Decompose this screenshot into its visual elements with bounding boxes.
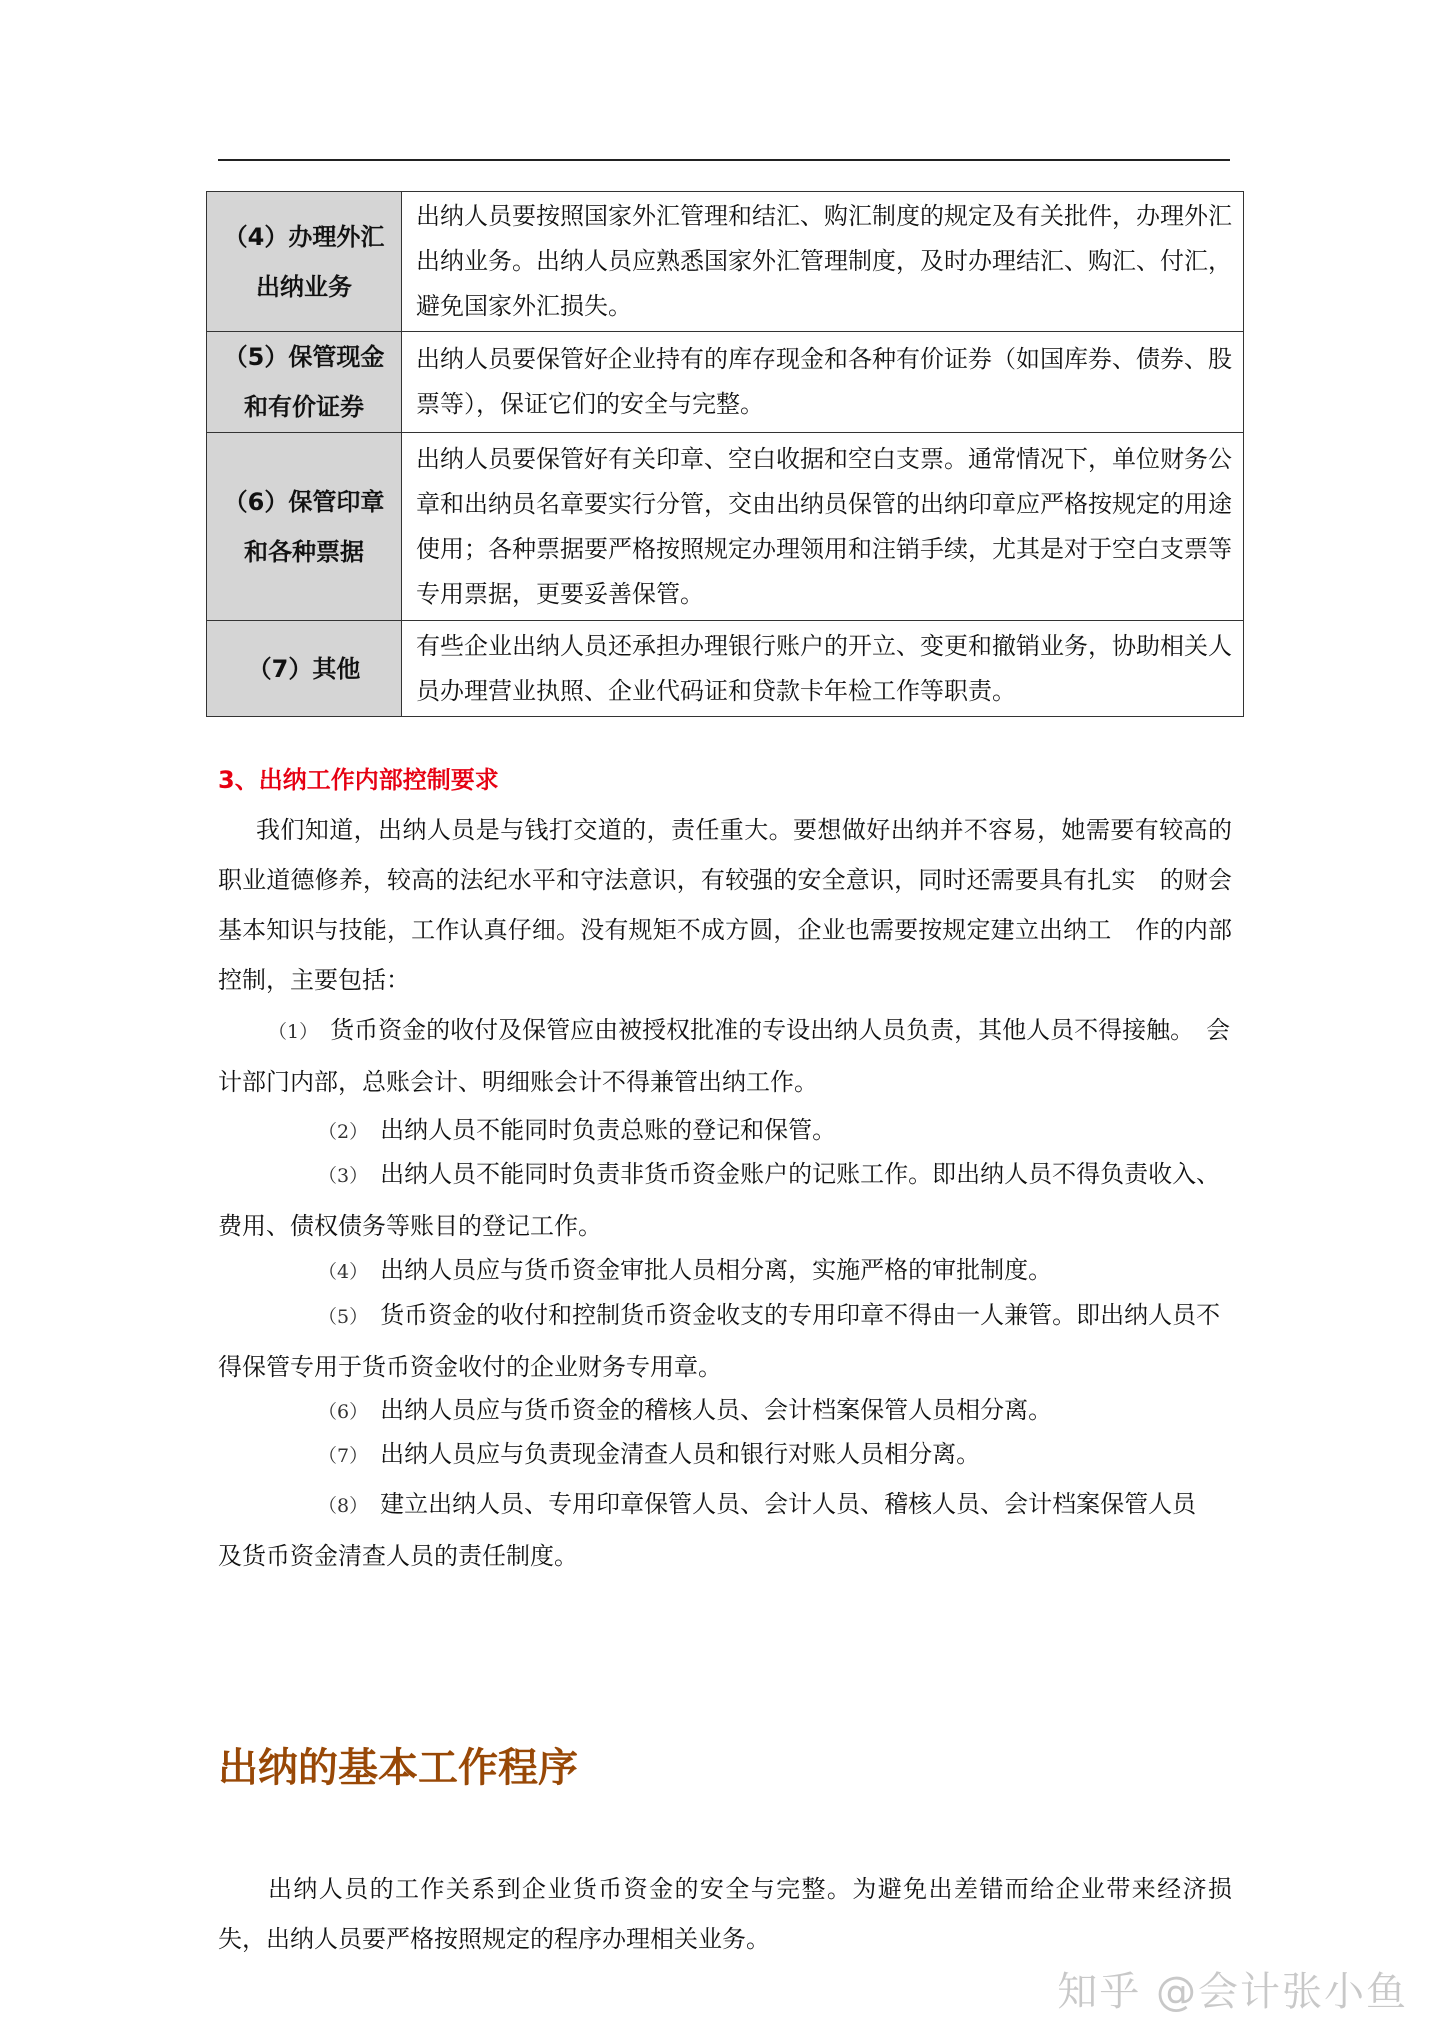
- row-label-line: （4）办理外汇: [223, 222, 385, 251]
- list-item-text: 货币资金的收付和控制货币资金收支的专用印章不得由一人兼管。即出纳人员不得保管专用于货币资金收付的企业财务专用章。: [218, 1301, 1221, 1381]
- list-item: [218, 1479, 1232, 1581]
- row-description: 出纳人员要按照国家外汇管理和结汇、购汇制度的规定及有关批件，办理外汇出纳业务。出纳人员应熟悉国家外汇管理制度，及时办理结汇、购汇、付汇，避免国家外汇损失。: [402, 192, 1244, 332]
- list-item-number: （5）: [318, 1306, 369, 1328]
- list-item: [218, 1290, 1232, 1392]
- list-item: [218, 1005, 1232, 1107]
- list-item-number: （1）: [268, 1021, 319, 1043]
- list-item-number: （4）: [318, 1261, 369, 1283]
- list-item-text: 出纳人员应与负责现金清查人员和银行对账人员相分离。: [380, 1440, 981, 1468]
- list-item-number: （7）: [318, 1445, 369, 1467]
- table-row: [207, 621, 1244, 717]
- row-label: [207, 433, 402, 621]
- row-label-line: （6）保管印章: [223, 487, 385, 516]
- list-item-number: （8）: [318, 1495, 369, 1517]
- list-item-number: （3）: [318, 1165, 369, 1187]
- list-item-text: 出纳人员不能同时负责非货币资金账户的记账工作。即出纳人员不得负责收入、费用、债权债务等账目的登记工作。: [218, 1160, 1221, 1240]
- row-description: 有些企业出纳人员还承担办理银行账户的开立、变更和撤销业务，协助相关人员办理营业执照、企业代码证和贷款卡年检工作等职责。: [402, 621, 1244, 717]
- row-label: [207, 192, 402, 332]
- row-label-line: 和有价证券: [244, 393, 364, 421]
- row-label-line: （5）保管现金: [223, 343, 385, 371]
- table-row: [207, 332, 1244, 433]
- header-rule: [218, 159, 1230, 161]
- row-description: 出纳人员要保管好企业持有的库存现金和各种有价证券（如国库券、债券、股票等），保证它们的安全与完整。: [402, 332, 1244, 433]
- row-label-line: 和各种票据: [244, 537, 364, 566]
- intro-paragraph: 我们知道，出纳人员是与钱打交道的，责任重大。要想做好出纳并不容易，她需要有较高的职业道德修养，较高的法纪水平和守法意识，有较强的安全意识，同时还需要具有扎实 的财会基本知识与技能，工作认真仔细。没有规矩不成方圆，企业也需要按规定建立出纳工 作的内部控制，主要包括：: [218, 816, 1232, 994]
- row-label: [207, 621, 402, 717]
- list-item-text: 出纳人员应与货币资金的稽核人员、会计档案保管人员相分离。: [380, 1396, 1053, 1424]
- row-label-line: 出纳业务: [256, 272, 352, 301]
- table-row: [207, 192, 1244, 332]
- list-item: [218, 1149, 1232, 1251]
- row-label-line: （7）其他: [247, 654, 361, 683]
- duties-table: [206, 191, 1244, 717]
- row-label: [207, 332, 402, 433]
- watermark: 知乎 @会计张小鱼: [1057, 1969, 1408, 2015]
- list-item-text: 货币资金的收付及保管应由被授权批准的专设出纳人员负责，其他人员不得接触。 会计部门内部，总账会计、明细账会计不得兼管出纳工作。: [218, 1016, 1231, 1096]
- list-item-text: 建立出纳人员、专用印章保管人员、会计人员、稽核人员、会计档案保管人员 及货币资金清查人员的责任制度。: [218, 1490, 1221, 1570]
- procedure-paragraph: 出纳人员的工作关系到企业货币资金的安全与完整。为避免出差错而给企业带来经济损 失，出纳人员要严格按照规定的程序办理相关业务。: [218, 1875, 1256, 1953]
- list-item: [218, 1429, 1232, 1481]
- row-description: 出纳人员要保管好有关印章、空白收据和空白支票。通常情况下，单位财务公章和出纳员名章要实行分管，交由出纳员保管的出纳印章应严格按规定的用途使用；各种票据要严格按照规定办理领用和注销手续，尤其是对于空白支票等专用票据，更要妥善保管。: [402, 433, 1244, 621]
- section-title: 出纳的基本工作程序: [218, 1745, 578, 1791]
- section-heading: 3、出纳工作内部控制要求: [218, 766, 499, 794]
- list-item-number: （6）: [318, 1401, 369, 1423]
- list-item-text: 出纳人员应与货币资金审批人员相分离，实施严格的审批制度。: [380, 1256, 1053, 1284]
- list-item-number: （2）: [318, 1121, 369, 1143]
- table-row: [207, 433, 1244, 621]
- list-item-text: 出纳人员不能同时负责总账的登记和保管。: [380, 1116, 837, 1144]
